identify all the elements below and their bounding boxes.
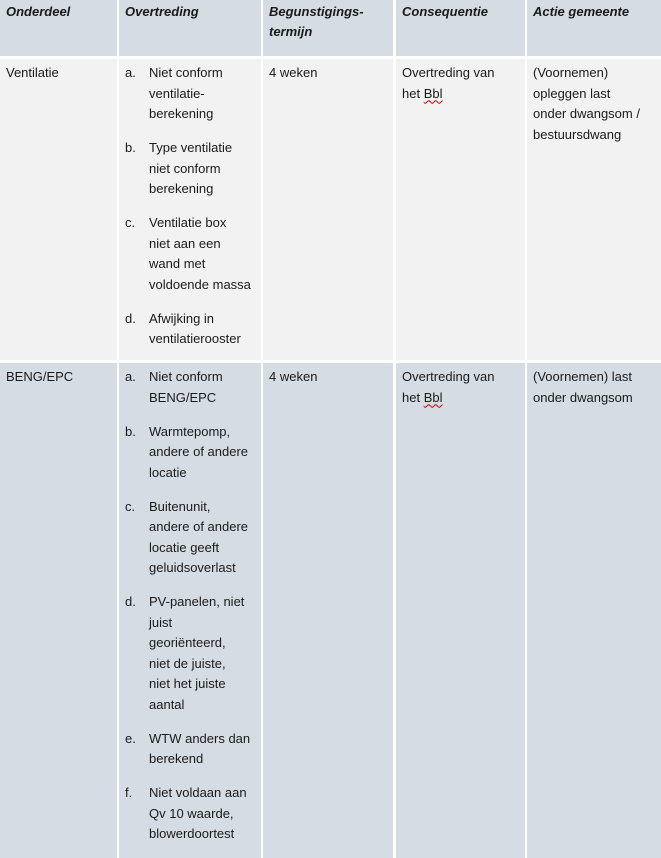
list-item-text: Niet conform BENG/EPC bbox=[149, 369, 223, 405]
consequentie-text: Overtreding van het bbox=[402, 369, 495, 405]
list-item bbox=[125, 422, 255, 484]
overtreding-list bbox=[125, 367, 255, 845]
row-ventilatie-overtreding bbox=[119, 59, 261, 360]
list-item-text: Warmtepomp, andere of andere locatie bbox=[149, 423, 249, 480]
list-item bbox=[125, 63, 255, 125]
list-item-text: Type ventilatie niet conform berekening bbox=[149, 140, 233, 196]
list-marker: e. bbox=[125, 730, 136, 746]
list-item-text: PV-panelen, niet juist georiënteerd, niet de juiste, niet het juiste aantal bbox=[149, 594, 245, 712]
list-item bbox=[125, 138, 255, 200]
list-item bbox=[125, 367, 255, 408]
list-item bbox=[125, 783, 255, 845]
header-onderdeel: Onderdeel bbox=[0, 0, 117, 56]
list-marker: c. bbox=[125, 215, 136, 230]
list-item-text: Afwijking in ventilatierooster bbox=[149, 310, 241, 346]
list-item-text: WTW anders dan berekend bbox=[149, 730, 251, 766]
consequentie-text: Overtreding van het bbox=[402, 65, 495, 101]
list-marker: d. bbox=[125, 310, 136, 326]
list-marker: d. bbox=[125, 594, 136, 609]
row-beng-overtreding bbox=[119, 363, 261, 858]
row-ventilatie-onderdeel: Ventilatie bbox=[0, 59, 117, 360]
list-item bbox=[125, 592, 255, 715]
list-marker: c. bbox=[125, 498, 136, 514]
row-ventilatie-termijn: 4 weken bbox=[263, 59, 393, 360]
list-marker: f. bbox=[125, 785, 133, 800]
list-item-text: Niet voldaan aan Qv 10 waarde, blowerdoortest bbox=[149, 785, 247, 841]
list-marker: a. bbox=[125, 65, 136, 80]
list-item-text: Niet conform ventilatie- berekening bbox=[149, 65, 223, 121]
row-beng-onderdeel: BENG/EPC bbox=[0, 363, 117, 858]
header-begunstigingstermijn: Begunstigings- termijn bbox=[263, 0, 393, 56]
list-item bbox=[125, 729, 255, 770]
list-item bbox=[125, 309, 255, 350]
header-actie-gemeente: Actie gemeente bbox=[527, 0, 661, 56]
header-consequentie: Consequentie bbox=[396, 0, 525, 56]
list-marker: b. bbox=[125, 423, 136, 439]
overtreding-list bbox=[125, 63, 255, 350]
list-marker: b. bbox=[125, 140, 136, 155]
list-item-text: Buitenunit, andere of andere locatie geeft geluidsoverlast bbox=[149, 498, 249, 575]
list-item-text: Ventilatie box niet aan een wand met voldoende massa bbox=[149, 215, 251, 292]
list-marker: a. bbox=[125, 369, 136, 384]
row-beng-consequentie bbox=[396, 363, 525, 858]
spellcheck-term: Bbl bbox=[423, 389, 443, 405]
row-ventilatie-actie: (Voornemen) opleggen last onder dwangsom / bestuursdwang bbox=[527, 59, 661, 360]
row-beng-termijn: 4 weken bbox=[263, 363, 393, 858]
row-ventilatie-consequentie bbox=[396, 59, 525, 360]
spellcheck-term: Bbl bbox=[423, 85, 443, 101]
row-beng-actie: (Voornemen) last onder dwangsom bbox=[527, 363, 661, 858]
list-item bbox=[125, 213, 255, 295]
list-item bbox=[125, 497, 255, 579]
header-overtreding: Overtreding bbox=[119, 0, 261, 56]
